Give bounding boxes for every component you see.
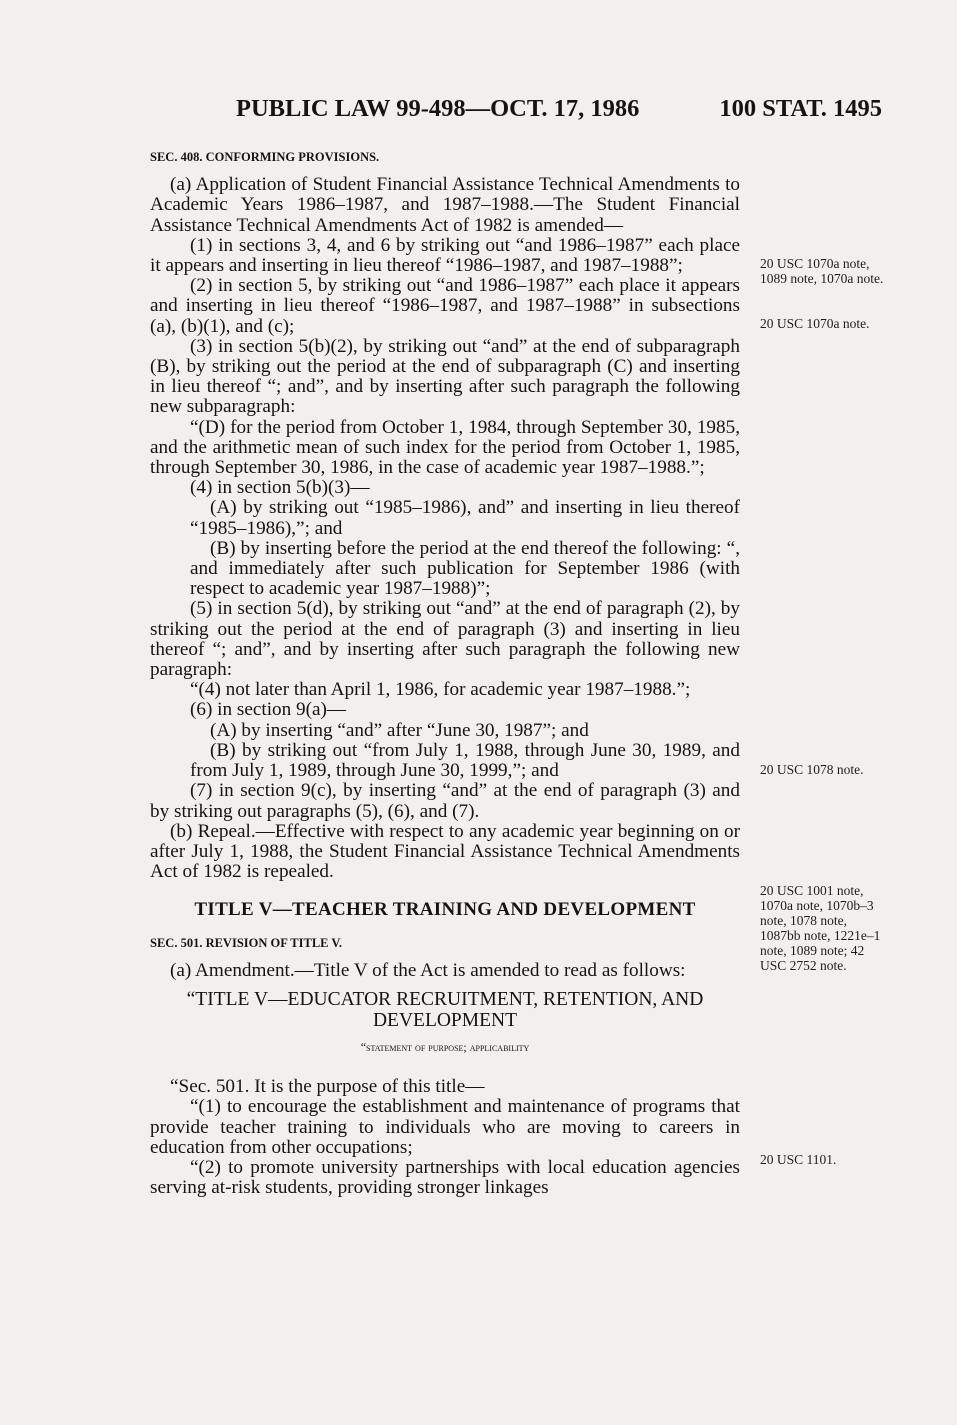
margin-note: 20 USC 1070a note. xyxy=(760,316,870,331)
para-item-4: (4) in section 5(b)(3)— xyxy=(190,477,370,499)
sec-501-intro: “Sec. 501. It is the purpose of this title— xyxy=(170,1076,485,1098)
header-public-law: PUBLIC LAW 99-498—OCT. 17, 1986 xyxy=(236,95,640,122)
para-item-4b: (B) by inserting before the period at the end thereof the following: “, and immediately after such publication for September 1986 (with respect to academic year 1987–1988)”; xyxy=(190,537,740,600)
para-item-4a: (A) by striking out “1985–1986), and” and inserting in lieu thereof “1985–1986),”; and xyxy=(190,497,740,539)
margin-note: 20 USC 1078 note. xyxy=(760,762,864,777)
margin-note: 20 USC 1101. xyxy=(760,1152,837,1167)
document-body xyxy=(150,147,740,1198)
para-item-6: (6) in section 9(a)— xyxy=(190,699,347,721)
margin-note: 20 USC 1001 note, 1070a note, 1070b–3 note, 1078 note, 1087bb note, 1221e–1 note, 1089 note; 42 USC 2752 note. xyxy=(760,883,881,973)
new-title-v-heading: “TITLE V—EDUCATOR RECRUITMENT, RETENTION, AND DEVELOPMENT xyxy=(186,988,704,1031)
para-item-6b: (B) by striking out “from July 1, 1988, through June 30, 1989, and from July 1, 1989, through June 30, 1999,”; and xyxy=(190,739,740,782)
purpose-item-2: “(2) to promote university partnerships with local education agencies serving at-risk students, providing stronger linkages xyxy=(150,1156,740,1199)
para-item-6a: (A) by inserting “and” after “June 30, 1987”; and xyxy=(210,719,589,741)
para-item-5: (5) in section 5(d), by striking out “and” at the end of paragraph (2), by striking out the period at the end of paragraph (3) and inserting in lieu thereof “; and”, and by inserting after such paragraph the following new paragraph: xyxy=(150,598,740,681)
statement-of-purpose-heading: “statement of purpose; applicability xyxy=(360,1039,530,1054)
section-408-heading: SEC. 408. CONFORMING PROVISIONS. xyxy=(150,150,380,164)
section-408-subsection-a: (a) Application of Student Financial Assistance Technical Amendments to Academic Years 1986–1987, and 1987–1988.—The Student Financial Assistance Technical Amendments Act of 1982 is amended— xyxy=(150,174,740,236)
para-item-2: (2) in section 5, by striking out “and 1986–1987” each place it appears and inserting in lieu thereof “1986–1987, and 1987–1988” in subsections (a), (b)(1), and (c); xyxy=(150,275,740,337)
section-501-amendment: (a) Amendment.—Title V of the Act is amended to read as follows: xyxy=(170,959,686,981)
purpose-item-1: “(1) to encourage the establishment and maintenance of programs that provide teacher training to individuals who are moving to careers in education from other occupations; xyxy=(150,1096,740,1158)
section-501-heading: SEC. 501. REVISION OF TITLE V. xyxy=(150,935,342,950)
section-408-subsection-b: (b) Repeal.—Effective with respect to any academic year beginning on or after July 1, 1988, the Student Financial Assistance Technical Amendments Act of 1982 is repealed. xyxy=(150,820,740,883)
para-item-7: (7) in section 9(c), by inserting “and” at the end of paragraph (3) and by striking out paragraphs (5), (6), and (7). xyxy=(150,780,740,822)
margin-note: 20 USC 1070a note, 1089 note, 1070a note. xyxy=(760,256,884,286)
header-stat-page: 100 STAT. 1495 xyxy=(719,95,882,122)
quoted-paragraph-4: “(4) not later than April 1, 1986, for academic year 1987–1988.”; xyxy=(190,679,691,701)
title-v-heading: TITLE V—TEACHER TRAINING AND DEVELOPMENT xyxy=(194,899,696,921)
quoted-subparagraph-d: “(D) for the period from October 1, 1984, through September 30, 1985, and the arithmetic mean of such index for the period from October 1, 1985, through September 30, 1986, in the case of academic year 1987–1988.”; xyxy=(150,416,740,479)
para-item-1: (1) in sections 3, 4, and 6 by striking out “and 1986–1987” each place it appears and inserting in lieu thereof “1986–1987, and 1987–1988”; xyxy=(150,234,740,277)
para-item-3: (3) in section 5(b)(2), by striking out “and” at the end of subparagraph (B), by striking out the period at the end of subparagraph (C) and inserting in lieu thereof “; and”, and by inserting after such paragraph the following new subparagraph: xyxy=(150,335,740,418)
